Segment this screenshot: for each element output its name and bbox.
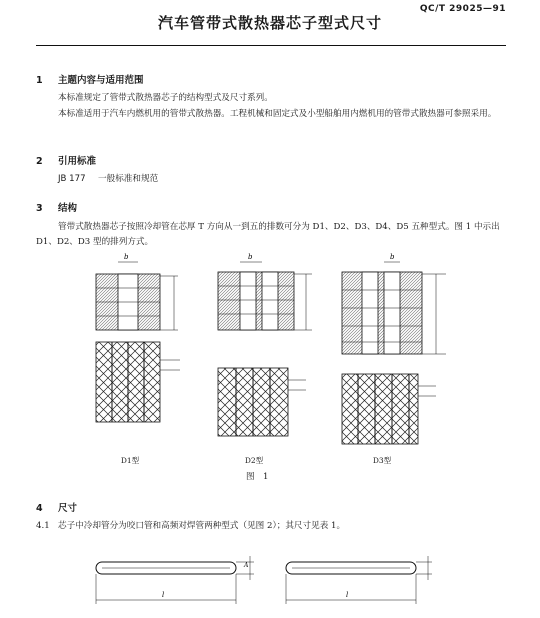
d1-front-view xyxy=(96,342,180,422)
section-2-title: 引用标准 xyxy=(58,156,97,167)
section-4-title: 尺寸 xyxy=(58,503,78,514)
d2-front-view xyxy=(218,368,306,436)
standard-number: QC/T 29025—91 xyxy=(419,4,506,14)
section-1-heading xyxy=(36,72,144,86)
reference-title: 一般标准和规范 xyxy=(98,174,159,184)
section-3-heading xyxy=(36,200,77,214)
figure-2-drawing xyxy=(96,556,432,604)
section-3-para: 管带式散热器芯子按照冷却管在芯厚 T 方向从一到五的排数可分为 D1、D2、D3、D4、D5 五种型式。图 1 中示出 D1、D2、D3 型的排列方式。 xyxy=(36,222,500,247)
section-3-title: 结构 xyxy=(58,203,78,214)
section-1-para-2: 本标准适用于汽车内燃机用的管带式散热器。工程机械和固定式及小型船舶用内燃机用的管带式散热器可参照采用。 xyxy=(58,109,497,119)
d2-section-view xyxy=(218,253,312,330)
d3-front-view xyxy=(342,374,436,444)
reference-line xyxy=(58,172,530,187)
d3-dim-b: b xyxy=(390,253,395,261)
section-1-number: 1 xyxy=(36,75,43,86)
fig2-dim-l-left: l xyxy=(162,591,165,599)
section-1-para-1: 本标准规定了管带式散热器芯子的结构型式及尺寸系列。 xyxy=(58,93,273,103)
caption-d1: D1型 xyxy=(120,456,140,465)
section-4-1-number: 4.1 xyxy=(36,521,50,531)
d3-section-view xyxy=(342,253,446,354)
section-3-number: 3 xyxy=(36,203,43,214)
section-2-heading xyxy=(36,153,96,167)
section-4-1-line xyxy=(36,519,508,534)
d1-dim-b: b xyxy=(124,253,129,261)
fig2-dim-l-right: l xyxy=(346,591,349,599)
title-rule xyxy=(36,45,506,46)
section-2-number: 2 xyxy=(36,156,43,167)
reference-code: JB 177 xyxy=(58,174,86,184)
caption-d2: D2型 xyxy=(244,456,264,465)
caption-d3: D3型 xyxy=(372,456,392,465)
section-4-1-text: 芯子中冷却管分为咬口管和高频对焊管两种型式（见图 2）；其尺寸见表 1。 xyxy=(58,521,346,531)
d1-section-view xyxy=(96,253,178,330)
figure-1-title: 图 1 xyxy=(246,472,269,482)
section-4-number: 4 xyxy=(36,503,43,514)
fig2-dim-a: A xyxy=(244,562,249,569)
d2-dim-b: b xyxy=(248,253,253,261)
section-4-heading xyxy=(36,500,77,514)
section-1-title: 主题内容与适用范围 xyxy=(58,75,144,86)
document-title: 汽车管带式散热器芯子型式尺寸 xyxy=(157,14,382,32)
